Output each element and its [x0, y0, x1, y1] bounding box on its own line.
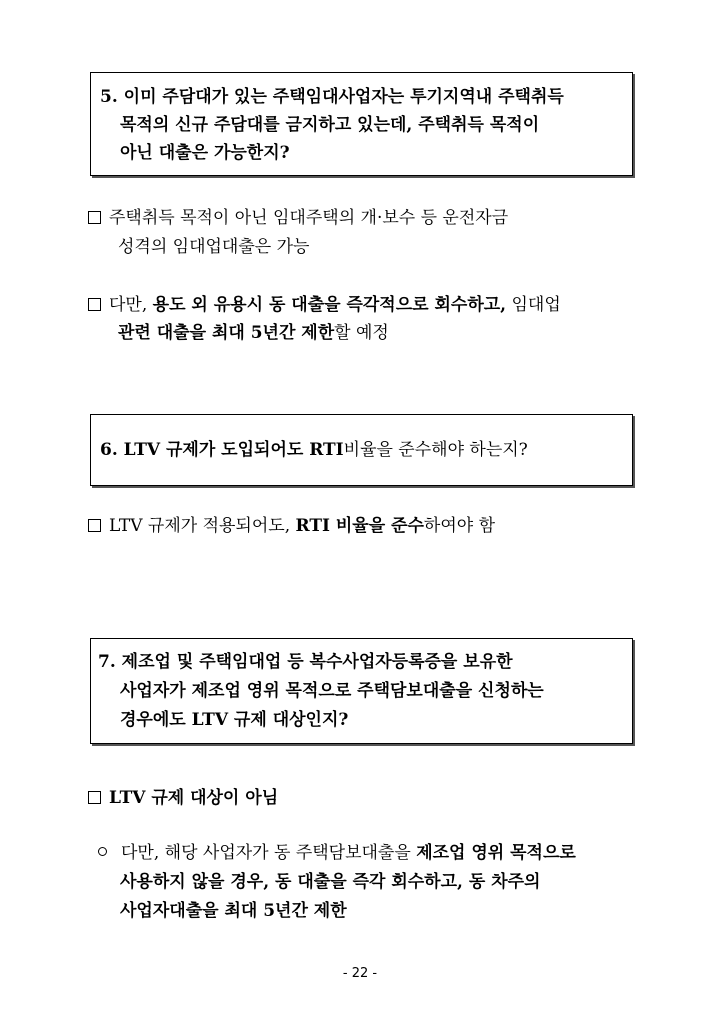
answer-7-sub-text-a: 다만, 해당 사업자가 동 주택담보대출을 [121, 843, 417, 863]
bullet-circle-icon [98, 847, 107, 856]
question-6-line [100, 439, 528, 461]
question-7-line-1: 7. 제조업 및 주택임대업 등 복수사업자등록증을 보유한 [98, 652, 513, 672]
question-6-text-a: 6. LTV 규제가 도입되어도 RTI [100, 440, 344, 460]
question-7-line-2: 사업자가 제조업 영위 목적으로 주택담보대출을 신청하는 [120, 681, 544, 701]
answer-5-item-2-text-bold: 용도 외 유용시 동 대출을 즉각적으로 회수하고, [152, 295, 507, 315]
question-6-text-b: 비율을 준수해야 하는지? [343, 440, 528, 460]
answer-6-text-c: 하여야 함 [423, 516, 495, 536]
answer-5-item-1-line-2: 성격의 임대업대출은 가능 [118, 237, 310, 257]
answer-5-item-2-text-bold-2: 관련 대출을 최대 5년간 제한 [118, 323, 335, 343]
answer-7-sub-line-1 [98, 842, 576, 864]
question-5-line-3: 아닌 대출은 가능한지? [120, 143, 290, 163]
answer-6-text-a: LTV 규제가 적용되어도, [109, 516, 296, 536]
question-7-line-3: 경우에도 LTV 규제 대상인지? [120, 710, 349, 730]
checkbox-square-icon [88, 791, 101, 804]
answer-6-text-bold: RTI 비율을 준수 [295, 516, 424, 536]
answer-7-sub-line-2: 사용하지 않을 경우, 동 대출을 즉각 회수하고, 동 차주의 [120, 872, 541, 892]
question-5-line-2: 목적의 신규 주담대를 금지하고 있는데, 주택취득 목적이 [120, 115, 540, 135]
answer-5-item-1-text: 주택취득 목적이 아닌 임대주택의 개·보수 등 운전자금 [109, 208, 509, 228]
answer-7-main-text: LTV 규제 대상이 아님 [109, 788, 279, 808]
answer-5-item-2-text-a: 다만, [109, 295, 153, 315]
page-number: - 22 - [342, 966, 378, 981]
answer-5-item-2-text-c: 임대업 [506, 295, 561, 315]
answer-5-item-1-line-1 [88, 207, 508, 229]
checkbox-square-icon [88, 211, 101, 224]
checkbox-square-icon [88, 519, 101, 532]
answer-7-sub-line-3: 사업자대출을 최대 5년간 제한 [120, 901, 347, 921]
answer-7-main [88, 787, 278, 809]
checkbox-square-icon [88, 298, 101, 311]
answer-6-line [88, 515, 495, 537]
answer-5-item-2-line-2 [118, 322, 389, 344]
answer-7-sub-text-bold: 제조업 영위 목적으로 [416, 843, 576, 863]
question-5-line-1: 5. 이미 주담대가 있는 주택임대사업자는 투기지역내 주택취득 [100, 87, 564, 107]
answer-5-item-2-line-1 [88, 294, 561, 316]
answer-5-item-2-text-d: 할 예정 [334, 323, 389, 343]
